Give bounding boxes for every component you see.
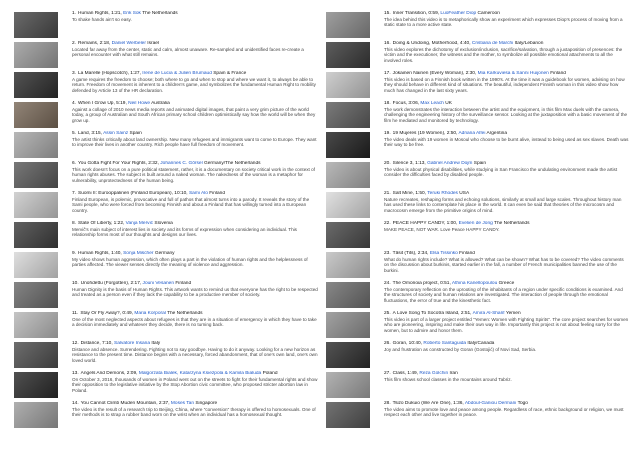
entry-country: Togo — [517, 401, 528, 406]
entry-number: 17. — [384, 71, 391, 76]
entry-title: Goran, 10:40, — [392, 341, 423, 346]
entry-description: Mervič's main subject of interest lies in society and its forms of expression when considering an individual. This relationship forms most of our thoughts and designs our lives. — [72, 226, 297, 238]
entry-text — [72, 281, 318, 298]
entry-director: Erik Sok — [123, 11, 141, 16]
entry-director: Gabriel Andrew Dojm — [427, 161, 473, 166]
entry-country: Spain & France — [213, 71, 247, 76]
entry-number: 1. — [72, 11, 77, 16]
entry-title: Salt Mine, 1:50, — [392, 191, 427, 196]
entry-title: You Cannot Climb Muden Mountain, 2:37, — [80, 401, 170, 406]
entry-text — [72, 401, 318, 418]
catalogue-entry — [326, 341, 630, 371]
entry-director: Adriana Alfei — [458, 131, 486, 136]
entry-text — [384, 131, 630, 148]
entry-number: 13. — [72, 371, 79, 376]
entry-description: This video is part of a larger project entitled "Yemen: Women with Fighting Spirits". The core project searches for women who are pioneering, inspiring and make their own way in life. Importantly this project is not about feeling sorry for the women, but to admire and honor them. — [384, 316, 629, 333]
catalogue-entry — [14, 41, 318, 71]
entry-title: The Omonoia project, 0:51, — [392, 281, 451, 286]
entry-description: The video deals with 19 women in Mosoul who choose to be burnt alive, instead to being used as sex slaves. Death was their way to be free. — [384, 136, 629, 148]
entry-director: Maria Korporal — [134, 311, 166, 316]
catalogue-entry — [326, 221, 630, 251]
catalogue-entry — [14, 131, 318, 161]
entry-country: Finland — [459, 251, 475, 256]
entry-text — [72, 341, 318, 364]
entry-country: Singapore — [195, 401, 218, 406]
entry-number: 28. — [384, 401, 391, 406]
entry-country: Yemen — [505, 311, 521, 316]
entry-title: Inner Transition, 0:59, — [392, 11, 440, 16]
entry-text — [384, 161, 630, 178]
video-thumbnail — [14, 12, 58, 38]
entry-country: Germany/The Netherlands — [204, 161, 261, 166]
entry-title: State Of Liberty, 1:22, — [78, 221, 125, 226]
catalogue-entry — [326, 131, 630, 161]
entry-country: USA — [459, 191, 470, 196]
entry-text — [72, 131, 318, 148]
entry-director: Johannes C. Görsel — [160, 161, 203, 166]
entry-text — [384, 221, 630, 232]
entry-description: Joy and frustration as constructed by Goran (Gostojić) of Novi Sad, Serbia. — [384, 346, 537, 352]
entry-director: Salvatore Insana — [114, 341, 151, 346]
entry-description: To shake hands ain't so easy. — [72, 16, 132, 22]
entry-director: Assin Sáinz — [103, 131, 129, 136]
entry-director: Evelien de Jong — [458, 221, 493, 226]
entry-description: This video is based on a Finnish book written in the 1990's. At the time it was a guidebook for women, advising on how they should behave in different kind of situations. The beautiful, independent Finnish woman in this video show how much has changed in the last sixty years. — [384, 76, 625, 93]
catalogue-entry — [14, 101, 318, 131]
entry-title: La Marelle (Hopscotch), 1:27, — [78, 71, 141, 76]
entry-description: Human Dignity is the basis of Human Rights. This artwork wants to remind us that everyone has the right to be respected and treated as a person even if they lack the capability to be a productive member of society. — [72, 286, 318, 298]
entry-description: My video shows human aggression, which often plays a part in the violation of human rights and the helplessness of parties affected. The viewer senses directly the meaning of violence and aggression. — [72, 256, 308, 268]
entry-director: Abdoul-Ganiou Dermani — [464, 401, 517, 406]
entry-country: Cameroon — [477, 11, 500, 16]
catalogue-entry — [14, 71, 318, 101]
entry-description: Distance and absence. Surrendering. Fighting not to say goodbye. Having to do it anyway. Looking for a new horizon as resistance to the present time. Distance begins with a necessary, forced abandonment, that of one's own land, one's own loved world. — [72, 346, 318, 363]
video-thumbnail — [326, 402, 370, 428]
entry-text — [384, 101, 630, 124]
entry-title: Remains, 2:18, — [78, 41, 111, 46]
video-thumbnail — [14, 162, 58, 188]
catalogue-entry — [326, 11, 630, 41]
entry-title: You Gotta Fight For Your Rights, 2:32, — [78, 161, 159, 166]
entry-director: Vanja Mervič — [125, 221, 154, 226]
entry-title: Focus, 3:06, — [392, 101, 420, 106]
video-thumbnail — [326, 342, 370, 368]
catalogue-entry — [326, 251, 630, 281]
catalogue-entry — [326, 281, 630, 311]
entry-director: Elsa Tissinko — [429, 251, 458, 256]
entry-text — [72, 191, 318, 214]
video-thumbnail — [326, 12, 370, 38]
entry-title: PEACE HAPPY CANDY, 1:00, — [392, 221, 458, 226]
entry-title: Suomi II: Eurooppalinen (Finland European), 10:10, — [78, 191, 188, 196]
entry-country: Israel — [147, 41, 160, 46]
entry-director: Cristiana de Marchi — [471, 41, 514, 46]
entry-country: Spain — [129, 131, 142, 136]
entry-director: Sami Alo — [188, 191, 208, 196]
entry-number: 26. — [384, 341, 391, 346]
entry-number: 8. — [72, 221, 77, 226]
entry-number: 5. — [72, 131, 77, 136]
entry-number: 21. — [384, 191, 391, 196]
catalogue-entry — [326, 41, 630, 71]
entry-description: What do human rights include? What is allowed? What can be shown? What has to be covered? The video comments on the discussion about burkinis, started earlier in the fall, a number of French municipalities banned the use of the burkini. — [384, 256, 624, 273]
entry-description: The video is the result of a research trip to Beijing, China, where "conversion" therapy is offered to homosexuals. One of their methods is to strap a rubber band worn on the wrist when an individual has a homosexual thought. — [72, 406, 316, 418]
entry-description: On October 3, 2016, thousands of women in Poland went out on the streets to fight for their fundamental rights and show their opposition to the legislative initiative by the Stop Abortion civic committee, who proposed stricter abortion law in Poland. — [72, 376, 318, 393]
entry-director: LuoFeather Diop — [440, 11, 477, 16]
entry-title: A Love Song To Socotra Island, 2:51, — [392, 311, 472, 316]
video-thumbnail — [326, 162, 370, 188]
video-thumbnail — [14, 402, 58, 428]
entry-number: 20. — [384, 161, 391, 166]
entry-number: 10. — [72, 281, 79, 286]
entry-description: This work doesn't focus on a pure political statement, rather, it is a documentary on society critical work in the context of human rights abuses. The subject is built around a naked woman. The nakedness of the woman is a metaphor for vulnerability, unprotectedness of the human being. — [72, 166, 315, 183]
entry-title: Unohdettu (Forgotten), 2:17, — [80, 281, 142, 286]
entry-description: The idea behind this video is to metaphorically show an experiment which expresses Diop's process of moving from a static state to a more active state. — [384, 16, 623, 28]
video-thumbnail — [14, 342, 58, 368]
entry-description: The video is about physical disabilities, while studying in San Francisco the undulating environment made the artist consider the difficulties faced by disabled people. — [384, 166, 618, 178]
entry-title: Jokainen Nainen (Every Woman), 2:30, — [392, 71, 477, 76]
entry-number: 3. — [72, 71, 77, 76]
entry-text — [72, 251, 318, 268]
video-thumbnail — [14, 72, 58, 98]
entry-text — [384, 251, 630, 274]
entry-text — [72, 41, 318, 58]
entry-number: 4. — [72, 101, 77, 106]
entry-country: Spain — [473, 161, 487, 166]
entry-text — [384, 191, 630, 214]
entry-director: Neil Howe — [128, 101, 151, 106]
entry-description: The artist thinks critically about land ownership. New many refugees and immigrants want to come to Europe. They want to improve their lives in another country. Rich people have full freedom of movement. — [72, 136, 317, 148]
entry-description: One of the most neglected aspects about refugees is that they are in a situation of emergency in which they have to take a decision immediately and whatever they decide, there is no turning back. — [72, 316, 317, 328]
entry-director: Roberto Santaguida — [423, 341, 467, 346]
entry-title: Land, 3:15, — [78, 131, 103, 136]
entry-country: Italy/Lebanon — [514, 41, 544, 46]
video-thumbnail — [14, 222, 58, 248]
entry-text — [384, 371, 630, 382]
entry-director: Sonja Mischer — [123, 251, 154, 256]
video-thumbnail — [14, 312, 58, 338]
entry-text — [384, 401, 630, 418]
catalogue-entry — [326, 101, 630, 131]
entry-description: This video explores the dichotomy of exclusion/inclusion, sacrifice/salvation, through a juxtaposition of presences: the victim and the executioner, the witness and the mother, to symbolize all possible emotional attachments to all the involved roles. — [384, 46, 623, 63]
video-thumbnail — [14, 192, 58, 218]
catalogue-entry — [14, 191, 318, 221]
entry-number: 6. — [72, 161, 77, 166]
entry-country: Germany — [154, 251, 175, 256]
entry-number: 11. — [72, 311, 79, 316]
entry-number: 2. — [72, 41, 77, 46]
entry-number: 24. — [384, 281, 391, 286]
entry-number: 15. — [384, 11, 391, 16]
entry-text — [384, 281, 630, 304]
entry-number: 27. — [384, 371, 391, 376]
entry-title: Angels And Demons, 2:09, — [80, 371, 138, 376]
entry-text — [72, 371, 318, 394]
video-thumbnail — [326, 282, 370, 308]
entry-text — [384, 311, 630, 334]
catalogue-entry — [14, 161, 318, 191]
entry-number: 12. — [72, 341, 79, 346]
entry-description: Nature recreates, reshaping forms and echoing solutions, similarly at small and large scales. Throughout history man has used these links to contemplate his place in the world. It can even be said that theories of the microcosm and macrocosm emerge from the primitive origins of mind. — [384, 196, 622, 213]
entry-text — [384, 11, 630, 28]
video-thumbnail — [326, 192, 370, 218]
video-thumbnail — [326, 102, 370, 128]
entry-text — [72, 161, 318, 184]
entry-number: 18. — [384, 101, 391, 106]
entry-director: Mia Karkuviesa & Sanni Huijonen — [477, 71, 549, 76]
entry-title: Human Rights, 1:21, — [78, 11, 122, 16]
catalogue-entry — [14, 371, 318, 401]
catalogue-entry — [14, 221, 318, 251]
right-column — [326, 11, 630, 431]
catalogue-entry — [14, 311, 318, 341]
catalogue-entry — [14, 341, 318, 371]
entry-director: Malgorzata Bialek, Katarzyna Ksiezpola & Kamila Bialuda — [138, 371, 262, 376]
entry-description: The work demonstrates the interaction between the artist and the equipment, in this film Max duels with the camera, challenging the engineering history of the surveillance sensor. Looking at the juxtaposition with a basic movement of the film he mediated and monitored by technology. — [384, 106, 628, 123]
entry-country: Australia — [151, 101, 170, 106]
entry-description: MAKE PEACE, NOT WAR. Love Peace HAPPY CANDY. — [384, 226, 500, 232]
entry-number: 14. — [72, 401, 79, 406]
video-thumbnail — [14, 252, 58, 278]
catalogue-entry — [326, 191, 630, 221]
entry-country: Finland — [550, 71, 566, 76]
entry-description: This film shows school classes in the mountains around Tabriz. — [384, 376, 512, 382]
entry-text — [72, 11, 318, 22]
entry-country: Italy/Canada — [467, 341, 495, 346]
entry-title: Human Rights, 1:40, — [78, 251, 122, 256]
entry-number: 22. — [384, 221, 391, 226]
entry-director: Irene de Lucia & Julien Brumaud — [142, 71, 212, 76]
entry-country: Finland — [209, 191, 225, 196]
entry-description: Finland European, is polemic, provocative and full of pathos that almost turns into a parody. It reveals the story of the Sami people, who were forced from becoming Finnish and about a Finland that has willingly turned into a European country. — [72, 196, 310, 213]
video-thumbnail — [326, 252, 370, 278]
entry-title: Silence 3, 1:13, — [392, 161, 426, 166]
entry-director: Athina Kanellopoulou — [451, 281, 498, 286]
catalogue-entry — [14, 281, 318, 311]
entry-number: 19. — [384, 131, 391, 136]
entry-text — [72, 101, 318, 124]
entry-country: Slovenia — [154, 221, 173, 226]
entry-number: 23. — [384, 251, 391, 256]
entry-director: Moses Tan — [170, 401, 195, 406]
video-thumbnail — [326, 312, 370, 338]
entry-description: The video aims to promote love and peace among people. Regardless of race, ethnic background or religion, we must respect each other and live together in peace. — [384, 406, 624, 418]
video-thumbnail — [14, 282, 58, 308]
entry-country: Poland — [262, 371, 278, 376]
entry-text — [72, 311, 318, 328]
entry-description: A game requires the freedom to choose; both where to go and when to stop and where we want it, to always be able to return. Freedom of movement is inherent to a children's game, and symbolizes the fundamental Human Right to mobility defended by Article 13 of the HR declaration. — [72, 76, 316, 93]
entry-text — [384, 71, 630, 94]
entry-description: Located far away from the center, static and calm, almost unaware. Re-sampled and unidentified faces re-create a personal encounter with what still remains. — [72, 46, 304, 58]
entry-country: The Netherlands — [142, 11, 178, 16]
entry-country: Argentina — [486, 131, 508, 136]
entry-number: 7. — [72, 191, 77, 196]
entry-country: The Netherlands — [167, 311, 203, 316]
entry-country: Finland — [175, 281, 192, 286]
entry-director: Teruki Rhodes — [427, 191, 458, 196]
video-thumbnail — [326, 222, 370, 248]
video-thumbnail — [326, 372, 370, 398]
entry-title: Doing & Undoing, Motherhood, 4:40, — [392, 41, 471, 46]
entry-director: Jouni Vesanen — [142, 281, 175, 286]
entry-country: UK — [445, 101, 452, 106]
entry-country: Greece — [498, 281, 515, 286]
video-thumbnail — [14, 132, 58, 158]
entry-title: Tsizo Dukuio (We Are One), 1:36, — [392, 401, 464, 406]
entry-text — [72, 71, 318, 94]
catalogue-entry — [326, 401, 630, 431]
catalogue-entry — [326, 161, 630, 191]
entry-director: Daniel Werbeler — [111, 41, 146, 46]
entry-title: Class, 1:49, — [392, 371, 419, 376]
catalogue-entry — [326, 371, 630, 401]
entry-title: Täsit (Tits), 2:34, — [392, 251, 429, 256]
entry-number: 9. — [72, 251, 77, 256]
entry-number: 25. — [384, 311, 391, 316]
catalogue-entry — [326, 311, 630, 341]
catalogue-entry — [14, 251, 318, 281]
entry-title: 19 Mujeres (19 Women), 2:50, — [392, 131, 458, 136]
entry-country: The Netherlands — [494, 221, 530, 226]
entry-text — [72, 221, 318, 238]
catalogue-entry — [14, 11, 318, 41]
catalogue-entry — [326, 71, 630, 101]
video-thumbnail — [326, 132, 370, 158]
video-thumbnail — [326, 72, 370, 98]
entry-number: 16. — [384, 41, 391, 46]
entry-description: The contemporary reflection on the uprooting of the inhabitants of a region under specific conditions is examined. And the structures of society and human relations are investigated. The interaction of people through the emotional fluctuations, the error of true and the kinesthetic fact. — [384, 286, 623, 303]
left-column — [14, 11, 318, 431]
entry-country: Italy — [151, 341, 161, 346]
entry-title: Distance, 7:10, — [80, 341, 113, 346]
entry-text — [384, 341, 630, 352]
entry-country: Iran — [449, 371, 458, 376]
entry-text — [384, 41, 630, 64]
entry-title: When I Grow Up, 5:19, — [78, 101, 127, 106]
video-thumbnail — [14, 372, 58, 398]
entry-director: Reza Golchin — [419, 371, 449, 376]
entry-director: Max Leach — [420, 101, 444, 106]
catalogue-entry — [14, 401, 318, 431]
video-thumbnail — [326, 42, 370, 68]
entry-title: Stay Or Fly Away?, 0:49, — [80, 311, 134, 316]
video-thumbnail — [14, 102, 58, 128]
entry-director: Amira Al-Sharif — [472, 311, 505, 316]
video-thumbnail — [14, 42, 58, 68]
entry-description: Against a collage of 2010 news media reports and animated digital images, that paint a very grim picture of the world today, a group of Australian and South African primary school children optimistically say how the world will be when they grow up. — [72, 106, 316, 123]
